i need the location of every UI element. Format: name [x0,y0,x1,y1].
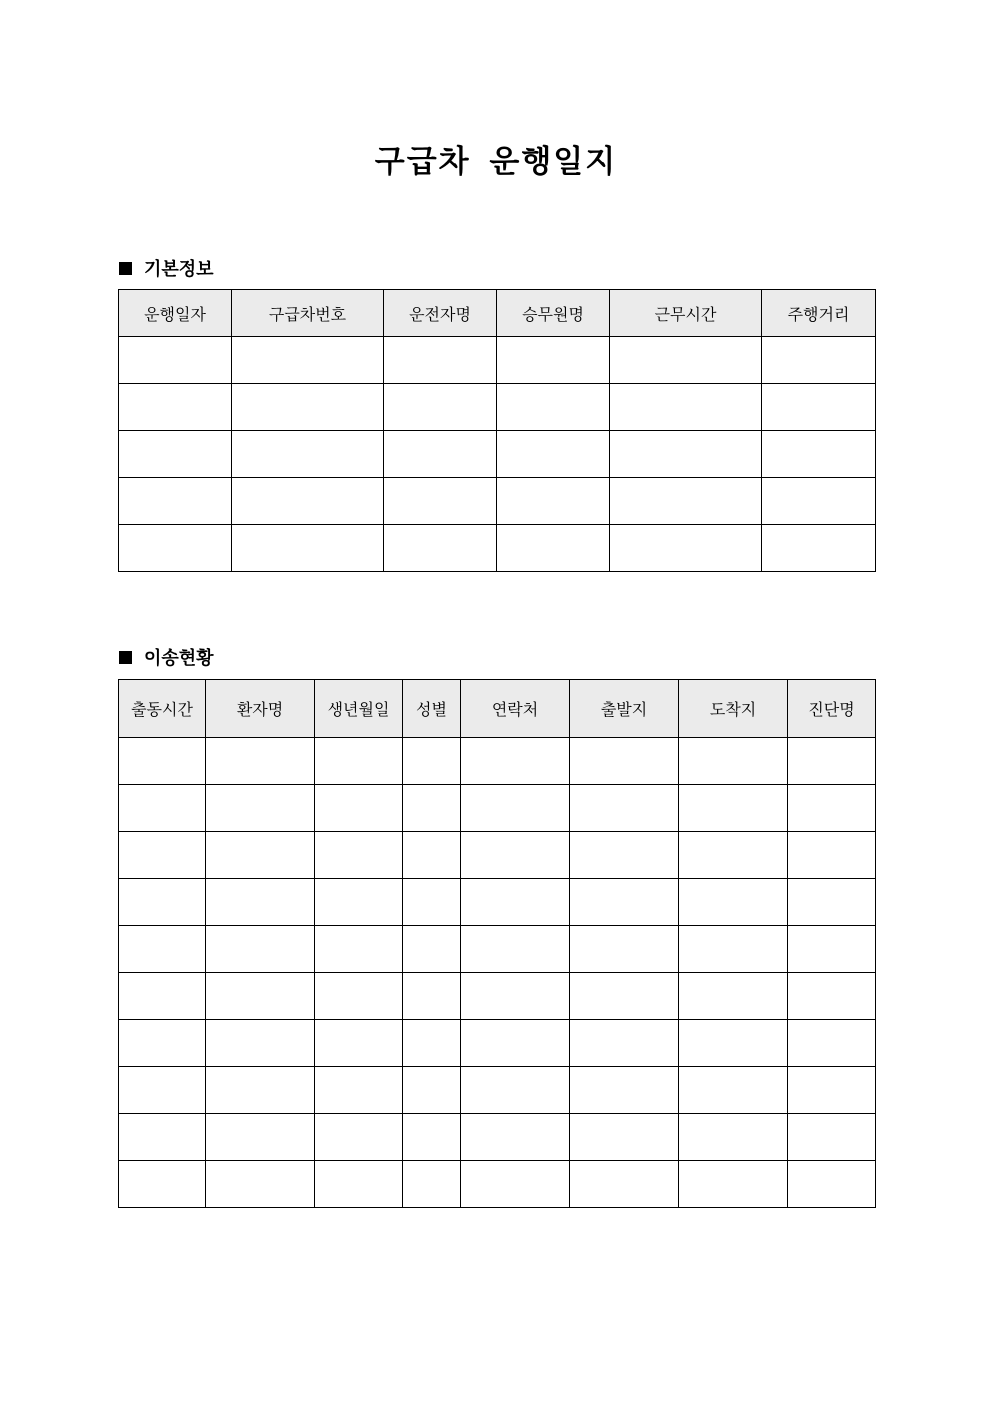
table-cell[interactable] [119,926,206,973]
table-row [119,478,876,525]
column-header: 운전자명 [384,290,497,337]
table-cell[interactable] [788,879,876,926]
table-cell[interactable] [461,879,570,926]
table-cell[interactable] [232,384,384,431]
table-cell[interactable] [119,478,232,525]
table-header-row [119,290,876,337]
table-cell[interactable] [610,478,762,525]
table-cell[interactable] [119,832,206,879]
table-cell[interactable] [384,384,497,431]
table-cell[interactable] [679,1161,788,1208]
table-cell[interactable] [788,738,876,785]
table-cell[interactable] [315,973,403,1020]
table-cell[interactable] [570,1067,679,1114]
table-cell[interactable] [570,1020,679,1067]
table-cell[interactable] [206,879,315,926]
table-cell[interactable] [762,478,876,525]
table-header-row [119,680,876,738]
table-row [119,785,876,832]
column-header: 연락처 [461,680,570,738]
table-cell[interactable] [119,785,206,832]
table-cell[interactable] [679,926,788,973]
table-cell[interactable] [403,879,461,926]
basic-info-table [118,289,876,572]
table-cell[interactable] [315,832,403,879]
table-cell[interactable] [119,879,206,926]
table-cell[interactable] [403,738,461,785]
table-row [119,431,876,478]
table-cell[interactable] [497,525,610,572]
transport-status-table [118,679,876,1208]
table-cell[interactable] [206,1114,315,1161]
table-cell[interactable] [403,973,461,1020]
table-cell[interactable] [497,478,610,525]
table-cell[interactable] [497,384,610,431]
table-cell[interactable] [206,1161,315,1208]
table-cell[interactable] [788,1067,876,1114]
table-cell[interactable] [315,879,403,926]
section-heading-label: 기본정보 [144,259,214,280]
column-header: 도착지 [679,680,788,738]
table-cell[interactable] [497,337,610,384]
table-cell[interactable] [119,973,206,1020]
table-row [119,1020,876,1067]
table-cell[interactable] [119,337,232,384]
table-cell[interactable] [570,738,679,785]
table-row [119,879,876,926]
table-cell[interactable] [232,478,384,525]
column-header: 근무시간 [610,290,762,337]
table-cell[interactable] [403,1161,461,1208]
table-cell[interactable] [232,525,384,572]
table-row [119,384,876,431]
table-cell[interactable] [461,738,570,785]
table-cell[interactable] [403,1114,461,1161]
table-row [119,973,876,1020]
table-cell[interactable] [570,832,679,879]
table-cell[interactable] [206,832,315,879]
table-cell[interactable] [570,1114,679,1161]
table-row [119,525,876,572]
table-cell[interactable] [461,926,570,973]
table-row [119,337,876,384]
table-cell[interactable] [762,525,876,572]
table-cell[interactable] [610,384,762,431]
column-header: 생년월일 [315,680,403,738]
table-cell[interactable] [315,1067,403,1114]
table-cell[interactable] [119,431,232,478]
table-cell[interactable] [206,926,315,973]
table-cell[interactable] [679,738,788,785]
table-cell[interactable] [788,1020,876,1067]
square-bullet-icon [119,262,132,275]
column-header: 운행일자 [119,290,232,337]
table-row [119,926,876,973]
section-heading-basic-info [119,255,214,281]
table-cell[interactable] [788,1161,876,1208]
table-cell[interactable] [403,1067,461,1114]
table-cell[interactable] [461,1161,570,1208]
table-cell[interactable] [762,431,876,478]
table-cell[interactable] [788,926,876,973]
table-cell[interactable] [570,879,679,926]
table-cell[interactable] [119,525,232,572]
table-cell[interactable] [679,1114,788,1161]
table-cell[interactable] [679,973,788,1020]
table-cell[interactable] [788,973,876,1020]
table-cell[interactable] [119,1020,206,1067]
table-cell[interactable] [384,431,497,478]
table-cell[interactable] [679,1067,788,1114]
table-cell[interactable] [206,973,315,1020]
table-cell[interactable] [679,879,788,926]
column-header: 진단명 [788,680,876,738]
table-cell[interactable] [570,973,679,1020]
table-cell[interactable] [788,832,876,879]
table-cell[interactable] [232,431,384,478]
square-bullet-icon [119,651,132,664]
table-cell[interactable] [610,525,762,572]
table-cell[interactable] [232,337,384,384]
column-header: 출발지 [570,680,679,738]
table-cell[interactable] [461,1020,570,1067]
table-cell[interactable] [384,525,497,572]
table-cell[interactable] [384,337,497,384]
table-cell[interactable] [461,1067,570,1114]
table-row [119,1161,876,1208]
table-cell[interactable] [788,1114,876,1161]
table-cell[interactable] [119,738,206,785]
table-cell[interactable] [403,926,461,973]
table-cell[interactable] [206,1020,315,1067]
table-cell[interactable] [315,1114,403,1161]
table-cell[interactable] [403,832,461,879]
table-row [119,1114,876,1161]
column-header: 승무원명 [497,290,610,337]
table-cell[interactable] [403,785,461,832]
table-cell[interactable] [315,1161,403,1208]
column-header: 환자명 [206,680,315,738]
table-cell[interactable] [315,926,403,973]
table-cell[interactable] [384,478,497,525]
table-row [119,832,876,879]
table-cell[interactable] [206,1067,315,1114]
table-cell[interactable] [762,384,876,431]
table-cell[interactable] [315,1020,403,1067]
table-cell[interactable] [610,431,762,478]
column-header: 주행거리 [762,290,876,337]
table-cell[interactable] [570,785,679,832]
table-cell[interactable] [788,785,876,832]
table-cell[interactable] [119,1161,206,1208]
table-cell[interactable] [497,431,610,478]
table-cell[interactable] [119,1114,206,1161]
column-header: 구급차번호 [232,290,384,337]
table-cell[interactable] [315,738,403,785]
table-cell[interactable] [119,384,232,431]
table-cell[interactable] [570,1161,679,1208]
column-header: 성별 [403,680,461,738]
table-cell[interactable] [315,785,403,832]
table-row [119,1067,876,1114]
table-cell[interactable] [679,785,788,832]
table-cell[interactable] [679,832,788,879]
section-heading-label: 이송현황 [144,648,214,669]
table-cell[interactable] [570,926,679,973]
section-heading-transport-status [119,644,214,670]
table-cell[interactable] [119,1067,206,1114]
table-cell[interactable] [403,1020,461,1067]
table-cell[interactable] [461,832,570,879]
table-cell[interactable] [461,973,570,1020]
table-cell[interactable] [610,337,762,384]
page-title: 구급차 운행일지 [374,144,618,180]
table-cell[interactable] [679,1020,788,1067]
table-cell[interactable] [461,785,570,832]
column-header: 출동시간 [119,680,206,738]
table-cell[interactable] [206,738,315,785]
table-row [119,738,876,785]
table-cell[interactable] [206,785,315,832]
table-cell[interactable] [762,337,876,384]
table-cell[interactable] [461,1114,570,1161]
